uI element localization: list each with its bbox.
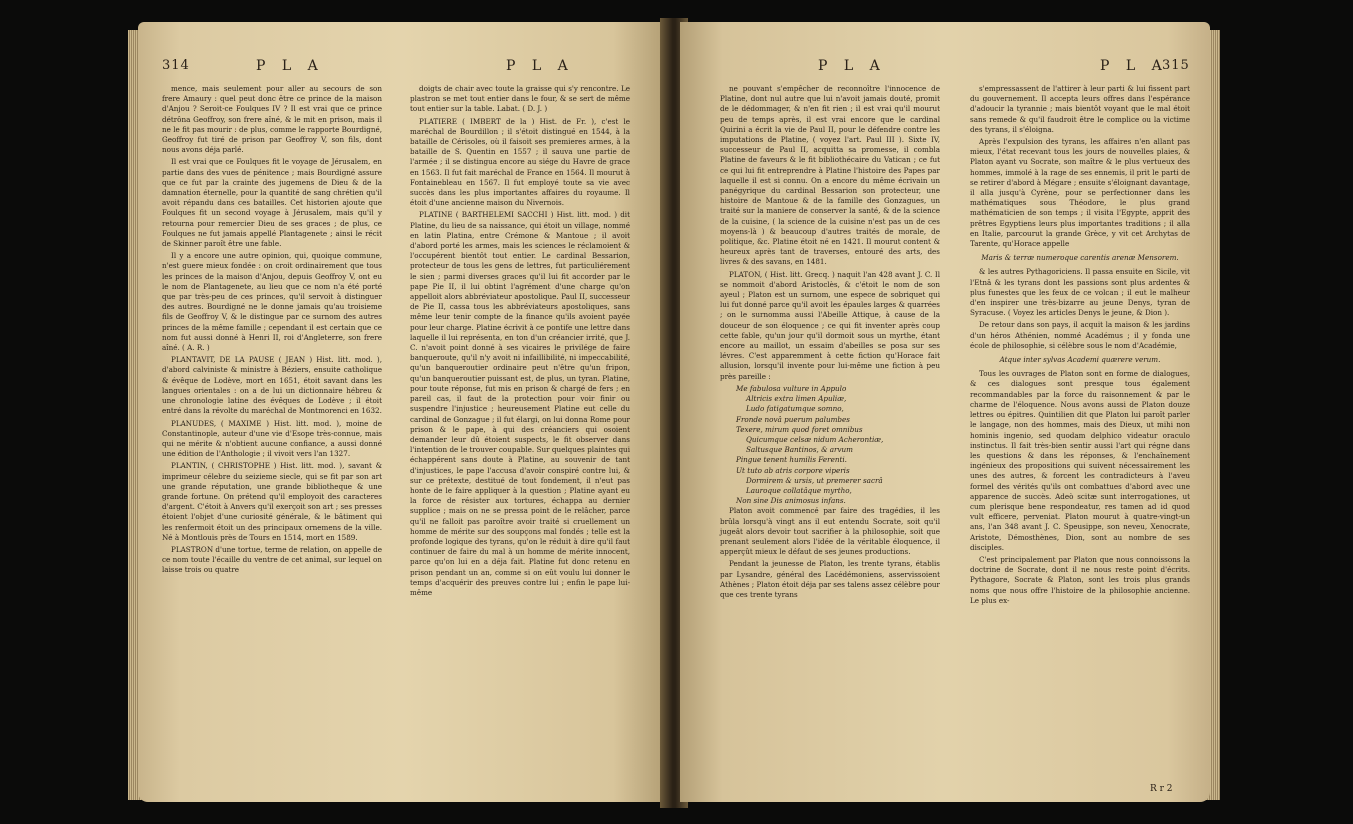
latin-citation: Atque inter sylvas Academi quærere verum. bbox=[999, 355, 1161, 365]
verse-line: Altricis extra limen Apuliæ, bbox=[746, 394, 847, 404]
entry-plastron: PLASTRON d'une tortue, terme de relation, on appelle de ce nom toute l'écaille du ventre de cet animal, sur lequel on laisse trois ou quatre bbox=[162, 544, 382, 575]
verse-line: Lauroque collatâque myrtho, bbox=[746, 485, 852, 495]
right-page-number: 315 bbox=[1162, 58, 1190, 73]
entry-planudes: PLANUDES, ( MAXIME ) Hist. litt. mod. ), moine de Constantinople, auteur d'une vie d'Esope très-connue, mais qui ne mérite & n'obtient aucune confiance, a aussi donné une édition de l'Anthologie ; il vivoit vers l'an 1327. bbox=[162, 418, 382, 459]
paragraph: Platon avoit commencé par faire des tragédies, il les brûla lorsqu'à vingt ans il eut entendu Socrate, soit qu'il jugeât alors devoir tout sacrifier à la philosophie, soit que prenant seulement alors l'idée de la véritable éloquence, il apperçût mieux le défaut de ses jeunes productions. bbox=[720, 506, 940, 557]
entry-plantavit: PLANTAVIT, DE LA PAUSE ( JEAN ) Hist. litt. mod. ), d'abord calviniste & ministre à Béziers, ensuite catholique & évêque de Lodève, mort en 1651, étoit savant dans les langues orientales : on a de lui un dictionnaire hébreu & une chronologie latine des évêques de Lodève ; il étoit entré dans la révolte du maréchal de Montmorenci en 1632. bbox=[162, 355, 382, 416]
left-running-head-2: P L A bbox=[506, 58, 574, 74]
paragraph: mence, mais seulement pour aller au secours de son frere Amaury : quel peut donc être ce prince de la maison d'Anjou ? Seroit-ce Foulques IV ? Il est vrai que ce prince détrôna Geoffroy, son frere aîné, & le mit en prison, mais il ne le fit pas mourir : de plus, comme le rapporte Bourdigné, Geoffroy fut tiré de prison par Geoffroy V, son fils, dont nous avons déja parlé. bbox=[162, 84, 382, 155]
verse-line: Dormirem & ursis, ut premerer sacrâ bbox=[746, 475, 883, 485]
paragraph: C'est principalement par Platon que nous connoissons la doctrine de Socrate, dont il ne nous reste point d'écrits. Pythagore, Socrate & Platon, sont les trois plus grands noms que nous offre l'histoire de la philosophie ancienne. Le plus ex- bbox=[970, 554, 1190, 605]
verse-line: Fronde novâ puerum palumbes bbox=[736, 414, 850, 424]
verse-line: Texere, mirum quod foret omnibus bbox=[736, 424, 863, 434]
entry-plantin: PLANTIN, ( CHRISTOPHE ) Hist. litt. mod. ), savant & imprimeur célebre du seizieme siecle, qui se fit par son art une grande réputation, une grande bibliotheque & une grande fortune. On prétend qu'il employoit des caracteres d'argent. C'étoit à Anvers qu'il exerçoit son art ; ses presses étoient l'objet d'une curiosité générale, & le bâtiment qui les renfermoit étoit un des principaux ornemens de la ville. Né à Montlouis près de Tours en 1514, mort en 1589. bbox=[162, 461, 382, 542]
paragraph: ne pouvant s'empêcher de reconnoître l'innocence de Platine, dont nul autre que lui n'avoit jamais douté, promit de le dédommager, & n'en fit rien ; il est vrai qu'il mourut peu de temps après, il est vrai encore que le cardinal Quirini a écrit la vie de Paul II, pour le défendre contre les imputations de Platine, ( voyez l'art. Paul III ). Sixte IV, successeur de Paul II, acquitta sa promesse, il combla Platine de faveurs & le fit bibliothécaire du Vatican ; ce fut ce qui lui fit entreprendre à Platine l'histoire des Papes par laquelle il est si connu. On a encore du même écrivain un panégyrique du cardinal Bessarion son protecteur, une histoire de Mantoue & de la famille des Gonzagues, un traité sur la maniere de conserver la santé, & de la science de la cuisine, ( la science de la cuisine n'est pas un de ces moyens-là ) & beaucoup d'autres traités de morale, de politique, &c. Platine étoit né en 1421. Il mourut content & heureux après tant de traverses, entouré des arts, des livres & des savans, en 1481. bbox=[720, 84, 940, 267]
right-page bbox=[680, 22, 1210, 802]
verse-line: Ut tuto ab atris corpore viperis bbox=[736, 465, 850, 475]
paragraph: Après l'expulsion des tyrans, les affaires n'en allant pas mieux, l'état recevant tous les jours de nouvelles plaies, & Platon ayant vu Socrate, son maître & le plus vertueux des hommes, immolé à la rage de ses ennemis, il prit le parti de se retirer d'abord à Mégare ; ensuite s'éloignant davantage, il alla jusqu'à Cyrène, pour se perfectionner dans les mathématiques sous Théodore, le plus grand mathématicien de son temps ; il visita l'Egypte, apprit des prêtres Egyptiens leurs plus importantes traditions ; il alla en Italie, parcourut la grande Grèce, y vit cet Archytas de Tarente, qu'Horace appelle bbox=[970, 137, 1190, 249]
paragraph: doigts de chair avec toute la graisse qui s'y rencontre. Le plastron se met tout entier dans le four, & se sert de même tout entier sur la table. Labat. ( D. J. ) bbox=[410, 84, 630, 114]
verse-line: Ludo fatigatumque somno, bbox=[746, 404, 844, 414]
left-page-column-1 bbox=[162, 84, 382, 578]
verse-line: Pingue tenent humilis Ferenti. bbox=[736, 455, 847, 465]
verse-line: Quicumque celsæ nidum Acherontiæ, bbox=[746, 434, 884, 444]
paragraph: De retour dans son pays, il acquit la maison & les jardins d'un héros Athénien, nommé Académus ; il y fonda une école de philosophie, si célèbre sous le nom d'Académie, bbox=[970, 320, 1190, 350]
right-running-head-1: P L A bbox=[818, 58, 886, 74]
signature-mark: R r 2 bbox=[1150, 784, 1173, 794]
paragraph: Tous les ouvrages de Platon sont en forme de dialogues, & ces dialogues sont presque tous également recommandables par la force du raisonnement & par le charme de l'éloquence. Nous avons aussi de Platon douze lettres ou épitres. Quintilien dit que Platon lui paroît parler le langage, non des hommes, mais des Dieux, ut mihi non hominis ingenio, sed quodam delphico videatur oraculo instinctus. Il fait très-bien sentir aussi l'art qui régne dans les questions & dans les réponses, & l'enchaînement ingénieux des propositions qui suivent nécessairement les unes des autres, & forcent les contradicteurs à l'aveu formel des vérités qu'ils ont combattues d'abord avec une apparence de succès. Adeò scitæ sunt interrogationes, ut cum plerisque bene respondeatur, res tamen ad id quod vult efficere, perveniat. Platon mourut à quatre-vingt-un ans, l'an 348 avant J. C. Speusippe, son neveu, Xenocrate, Aristote, Démosthènes, Dion, sont au nombre de ses disciples. bbox=[970, 369, 1190, 552]
right-page-header bbox=[680, 58, 1210, 82]
left-page bbox=[138, 22, 666, 802]
entry-platine: PLATINE ( BARTHELEMI SACCHI ) Hist. litt. mod. ) dit Platine, du lieu de sa naissance, qui étoit un village, nommé en latin Platina, entre Crémone & Mantoue ; il avoit d'abord porté les armes, mais les sciences le réclamoient & l'occupérent bientôt tout entier. Le cardinal Bessarion, protecteur de tous les gens de lettres, fut particuliérement le sien ; parmi diverses graces qu'il lui fit accorder par le pape Pie II, il lui obtint l'agrément d'une charge qu'on appelloit alors abbréviateur apostolique. Paul II, successeur de Pie II, cassa tous les abbréviateurs apostoliques, sans même leur tenir compte de la finance qu'ils avoient payée pour leur charge. Platine écrivit à ce pontife une lettre dans laquelle il lui représenta, en ton d'un créancier irrité, que J. C. n'avoit point donné à ses vicaires le privilége de faire banqueroute, qu'il n'y avoit ni infaillibilité, ni impeccabilité, qu'un banqueroutier ordinaire peut n'être qu'un fripon, qu'un banqueroutier puissant est, de plus, un tyran. Platine, pour toute réponse, fut mis en prison & chargé de fers ; en pareil cas, il faut de la protection pour voir finir ou suspendre l'injustice ; heureusement Platine eut celle du cardinal de Gonzague ; il fut élargi, on lui donna Rome pour prison & le pape, à qui des créanciers qui osoient demander leur dû étoient suspects, le fit observer dans l'intention de le trouver coupable. Sur quelques plaintes qui échappérent sans doute à Platine, au souvenir de tant d'injustices, le pape l'accusa d'avoir conspiré contre lui, & sur ce prétexte, destitué de tout fondement, il n'eut pas honte de le faire appliquer à la question ; Platine ayant eu la force de résister aux tortures, échappa au dernier supplice ; mais on ne se pressa point de le relâcher, parce qu'il ne falloit pas paroître avoir traité si cruellement un homme de mérite sur des soupçons mal fondés ; telle est la profonde logique des tyrans, qu'on le réduit à dire qu'il faut continuer de faire du mal à un homme de mérite innocent, parce qu'on lui en a déja fait. Platine fut donc retenu en prison pendant un an, comme si on eût voulu lui donner le temps d'acquérir des preuves contre lui ; enfin le pape lui-même bbox=[410, 210, 630, 597]
latin-citation: Maris & terræ numeroque carentis arenæ Mensorem. bbox=[981, 253, 1179, 263]
right-page-column-1 bbox=[720, 84, 940, 602]
right-running-head-2: P L A bbox=[1100, 58, 1168, 74]
verse-line: Saltusque Bantinos, & arvum bbox=[746, 445, 853, 455]
paragraph: Pendant la jeunesse de Platon, les trente tyrans, établis par Lysandre, général des Lacédémoniens, asservissoient Athènes ; Platon étoit déja par ses talens assez célèbre pour que ces trente tyrans bbox=[720, 559, 940, 599]
paragraph: Il est vrai que ce Foulques fit le voyage de Jérusalem, en partie dans des vues de pénitence ; mais Bourdigné assure que ce fut par la crainte des jugemens de Dieu & de la damnation éternelle, pour la quantité de sang chrétien qu'il avoit répandu dans ces batailles. Cet historien ajoute que Foulques fit un second voyage à Jérusalem, mais qu'il y retourna pour remercier Dieu de ses graces ; de plus, ce Foulques ne fut jamais appellé Plantagenete ; ainsi le récit de Skinner paroît être une fable. bbox=[162, 157, 382, 249]
entry-platiere: PLATIERE ( IMBERT de la ) Hist. de Fr. ), c'est le maréchal de Bourdillon ; il s'étoit distingué en 1544, à la bataille de Cérisoles, où il faisoit ses premieres armes, à la bataille de S. Quentin en 1557 ; il sauva une partie de l'armée ; il se distingua encore au siége du Havre de grace en 1563. Il fut fait maréchal de France en 1564. Il mourut à Fontainebleau en 1567. Il fut employé toute sa vie avec succès dans les plus importantes affaires du royaume. Il étoit d'une ancienne maison du Nivernois. bbox=[410, 116, 630, 208]
left-running-head-1: P L A bbox=[256, 58, 324, 74]
left-page-header bbox=[138, 58, 666, 82]
verse-line: Non sine Dis animosus infans. bbox=[736, 496, 846, 506]
left-page-number: 314 bbox=[162, 58, 190, 73]
left-page-column-2 bbox=[410, 84, 630, 600]
paragraph: & les autres Pythagoriciens. Il passa ensuite en Sicile, vit l'Etnâ & les tyrans dont les passions sont plus ardentes & plus funestes que les feux de ce volcan ; il eut le malheur d'en inspirer une très-bizarre au jeune Denys, tyran de Syracuse. ( Voyez les articles Denys le jeune, & Dion ). bbox=[970, 267, 1190, 318]
paragraph: s'empressassent de l'attirer à leur parti & lui fissent part du gouvernement. Il accepta leurs offres dans l'espérance d'adoucir la tyrannie ; mais bientôt voyant que le mal étoit sans remede & qu'il faudroit être le complice ou la victime des tyrans, il s'éloigna. bbox=[970, 84, 1190, 134]
entry-platon: PLATON, ( Hist. litt. Grecq. ) naquit l'an 428 avant J. C. Il se nommoit d'abord Aristoclès, & c'étoit le nom de son ayeul ; Platon est un surnom, une espece de sobriquet qui lui fut donné parce qu'il avoit les épaules larges & quarrées ; on le surnomma aussi l'Abeille Attique, à cause de la douceur de son éloquence ; ce qui fit inventer après coup cette fable, qu'un jour qu'il dormoit sous un myrthe, étant encore au maillot, un essaim d'abeilles se posa sur ses lévres. C'est apparemment à cette fiction qu'Horace fait allusion, lorsqu'il invente pour lui-même une fiction à peu près pareille : bbox=[720, 269, 940, 381]
right-page-column-2 bbox=[970, 84, 1190, 608]
paragraph: Il y a encore une autre opinion, qui, quoique commune, n'est guere mieux fondée : on croit ordinairement que tous les princes de la maison d'Anjou, depuis Geoffroy V, ont eu le nom de Plantagenete, au lieu que ce nom n'a été porté que par très-peu de ces princes, qu'il servoit à distinguer des autres. Bourdigné ne le donne jamais qu'au troisieme fils de Geoffroy V, & le distingue par ce surnom des autres princes de la même famille ; cependant il est certain que ce nom fut aussi donné à Henri II, roi d'Angleterre, son frere aîné. ( A. R. ) bbox=[162, 251, 382, 353]
verse-line: Me fabulosa vulture in Appulo bbox=[736, 383, 847, 393]
